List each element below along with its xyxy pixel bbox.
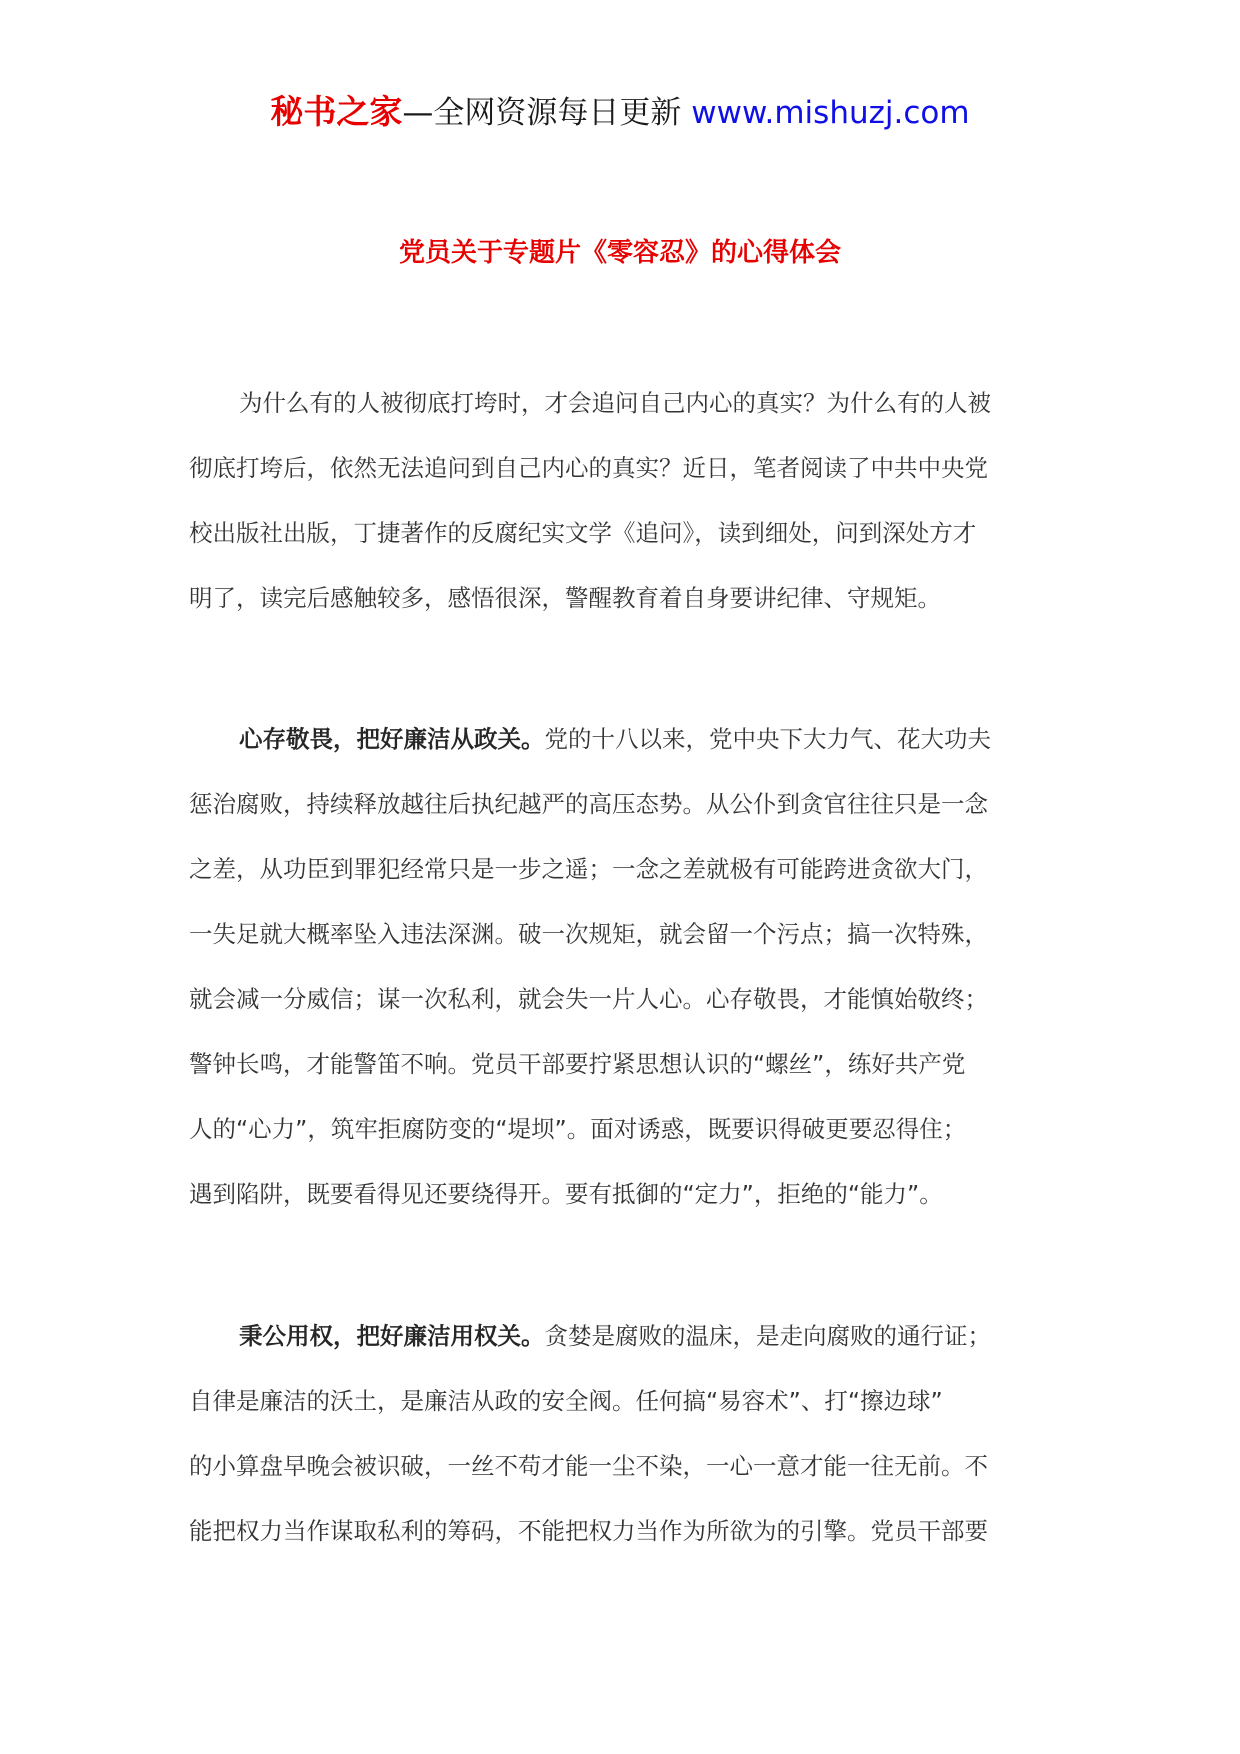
- paragraph-line: 就会减一分威信；谋一次私利，就会失一片人心。心存敬畏，才能慎始敬终；: [189, 985, 988, 1013]
- paragraph-line: [189, 1304, 1069, 1369]
- site-brand: 秘书之家: [270, 92, 403, 131]
- section-heading: 秉公用权，把好廉洁用权关。: [239, 1322, 545, 1350]
- section-heading: 心存敬畏，把好廉洁从政关。: [239, 725, 545, 753]
- document-title: 党员关于专题片《零容忍》的心得体会: [398, 238, 841, 268]
- paragraph-line: 自律是廉洁的沃土，是廉洁从政的安全阀。任何搞“易容术”、打“擦边球”: [189, 1387, 943, 1415]
- site-header: [0, 92, 1240, 133]
- paragraph-section-1: [189, 707, 1069, 1227]
- paragraph-line: 明了，读完后感触较多，感悟很深，警醒教育着自身要讲纪律、守规矩。: [189, 584, 941, 612]
- paragraph-text: 党的十八以来，党中央下大力气、花大功夫: [544, 725, 991, 753]
- paragraph-line: 警钟长鸣，才能警笛不响。党员干部要拧紧思想认识的“螺丝”，练好共产党: [189, 1050, 966, 1078]
- paragraph-line: 能把权力当作谋取私利的筹码，不能把权力当作为所欲为的引擎。党员干部要: [189, 1517, 988, 1545]
- paragraph-line: 惩治腐败，持续释放越往后执纪越严的高压态势。从公仆到贪官往往只是一念: [189, 790, 988, 818]
- paragraph-line: 一失足就大概率坠入违法深渊。破一次规矩，就会留一个污点；搞一次特殊，: [189, 920, 988, 948]
- paragraph-line: 的小算盘早晚会被识破，一丝不苟才能一尘不染，一心一意才能一往无前。不: [189, 1452, 988, 1480]
- paragraph-line: 为什么有的人被彻底打垮时，才会追问自己内心的真实？为什么有的人被: [239, 389, 991, 417]
- paragraph-line: 校出版社出版，丁捷著作的反腐纪实文学《追问》，读到细处，问到深处方才: [189, 519, 977, 547]
- paragraph-line: 人的“心力”，筑牢拒腐防变的“堤坝”。面对诱惑，既要识得破更要忍得住；: [189, 1115, 967, 1143]
- paragraph-text: 贪婪是腐败的温床，是走向腐败的通行证；: [544, 1322, 991, 1350]
- paragraph-intro: [189, 371, 1069, 631]
- site-url-link[interactable]: www.mishuzj.com: [691, 95, 970, 131]
- paragraph-line: 遇到陷阱，既要看得见还要绕得开。要有抵御的“定力”，拒绝的“能力”。: [189, 1180, 943, 1208]
- paragraph-line: 彻底打垮后，依然无法追问到自己内心的真实？近日，笔者阅读了中共中央党: [189, 454, 988, 482]
- paragraph-line: 之差，从功臣到罪犯经常只是一步之遥；一念之差就极有可能跨进贪欲大门，: [189, 855, 988, 883]
- paragraph-section-2: [189, 1304, 1069, 1564]
- paragraph-line: [189, 707, 1069, 772]
- site-tagline: —全网资源每日更新: [402, 95, 682, 131]
